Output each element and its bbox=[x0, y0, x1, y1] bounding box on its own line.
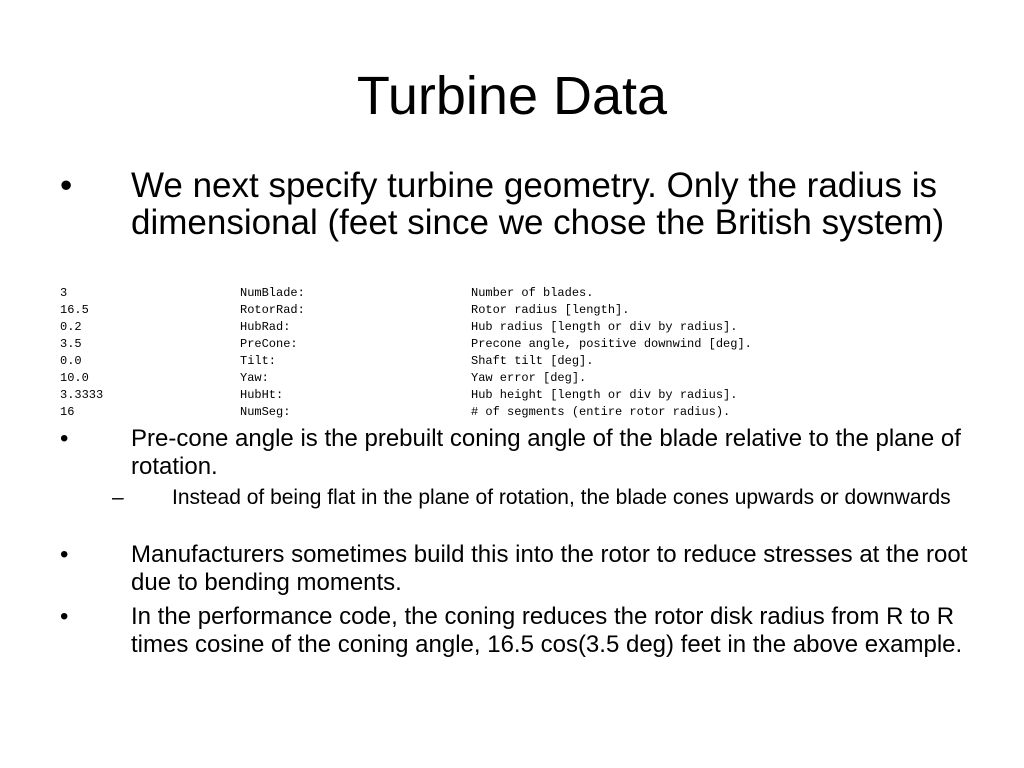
param-row bbox=[60, 336, 960, 353]
sub-bullet-cone bbox=[112, 486, 972, 510]
bullet-text: In the performance code, the coning reduces the rotor disk radius from R to R times cosine of the coning angle, 16.5 cos(3.5 deg) feet in the above example. bbox=[131, 603, 963, 658]
param-desc: Yaw error [deg]. bbox=[471, 371, 587, 385]
param-row bbox=[60, 404, 960, 421]
slide-title: Turbine Data bbox=[356, 66, 668, 126]
param-desc: Number of blades. bbox=[471, 286, 594, 300]
sub-bullet-text: Instead of being flat in the plane of rotation, the blade cones upwards or downwards bbox=[172, 486, 951, 509]
param-row bbox=[60, 387, 960, 404]
param-desc: Precone angle, positive downwind [deg]. bbox=[471, 337, 752, 351]
param-key: NumSeg: bbox=[240, 405, 291, 419]
param-desc: Shaft tilt [deg]. bbox=[471, 354, 594, 368]
param-row bbox=[60, 353, 960, 370]
param-key: NumBlade: bbox=[240, 286, 305, 300]
param-key: HubRad: bbox=[240, 320, 291, 334]
param-desc: Hub radius [length or div by radius]. bbox=[471, 320, 738, 334]
param-value: 0.2 bbox=[60, 320, 82, 334]
param-key: Tilt: bbox=[240, 354, 277, 368]
param-desc: # of segments (entire rotor radius). bbox=[471, 405, 731, 419]
bullet-text: Manufacturers sometimes build this into the rotor to reduce stresses at the root due to bending moments. bbox=[131, 541, 968, 596]
bullet-mark: • bbox=[60, 603, 69, 630]
bullet-precone bbox=[60, 425, 970, 481]
param-value: 0.0 bbox=[60, 354, 82, 368]
bullet-performance bbox=[60, 603, 970, 659]
param-row bbox=[60, 319, 960, 336]
param-row bbox=[60, 370, 960, 387]
param-key: RotorRad: bbox=[240, 303, 305, 317]
param-key: Yaw: bbox=[240, 371, 269, 385]
param-row bbox=[60, 302, 960, 319]
param-value: 16.5 bbox=[60, 303, 89, 317]
bullet-mark: • bbox=[60, 166, 73, 205]
bullet-intro bbox=[60, 167, 970, 241]
param-key: PreCone: bbox=[240, 337, 298, 351]
param-value: 3 bbox=[60, 286, 68, 300]
param-row bbox=[60, 285, 960, 302]
param-desc: Hub height [length or div by radius]. bbox=[471, 388, 738, 402]
bullet-text: We next specify turbine geometry. Only the radius is dimensional (feet since we chose the British system) bbox=[131, 166, 945, 242]
bullet-mark: • bbox=[60, 425, 69, 452]
param-value: 16 bbox=[60, 405, 75, 419]
param-key: HubHt: bbox=[240, 388, 284, 402]
parameter-table bbox=[60, 285, 960, 421]
sub-bullet-mark: – bbox=[112, 486, 124, 509]
param-value: 10.0 bbox=[60, 371, 89, 385]
bullet-mark: • bbox=[60, 541, 69, 568]
param-value: 3.3333 bbox=[60, 388, 104, 402]
bullet-text: Pre-cone angle is the prebuilt coning angle of the blade relative to the plane of rotation. bbox=[131, 425, 961, 480]
param-value: 3.5 bbox=[60, 337, 82, 351]
param-desc: Rotor radius [length]. bbox=[471, 303, 630, 317]
bullet-manufacturers bbox=[60, 541, 970, 597]
